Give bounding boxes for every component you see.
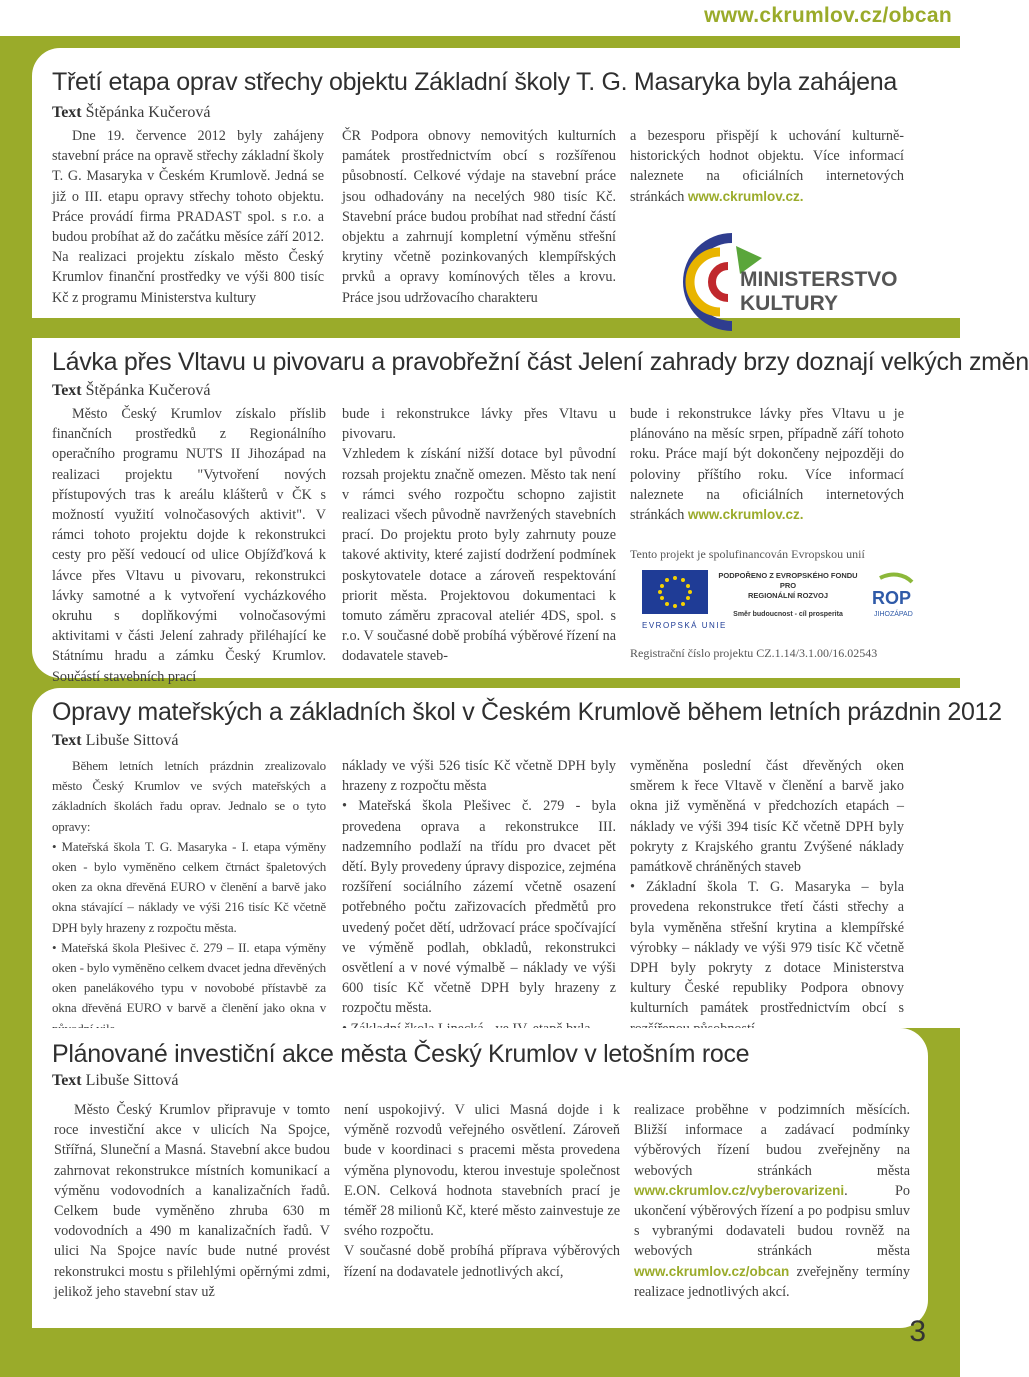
paragraph: ČR Podpora obnovy nemovitých kulturních památek prostřednictvím obcí s rozšířenou působností. Celkové výdaje na stavební práce jsou odhadovány na necelých 980 tisíc Kč. Stavební práce budou probíhat nad střední částí objektu a zahrnují kompletní výměnu střešní krytiny včetně pozinkovaných klempířských prvků a opravy komínových těles a krovu. Práce jsou udržovacího charakteru <box>342 128 616 306</box>
website-link[interactable]: www.ckrumlov.cz. <box>687 507 804 523</box>
top-bar <box>0 0 960 36</box>
paragraph <box>634 1100 910 1302</box>
paragraph: • Mateřská škola Plešivec č. 279 – II. etapa výměny oken - bylo vyměněno celkem dvacet jedna dřevěných oken panelákového typu v novobobé přístavbě za okna dřevěná EURO v barvě a členění jako okna v <box>52 939 326 1016</box>
eu-label: EVROPSKÁ UNIE <box>642 621 727 630</box>
byline-label: Text <box>52 382 82 399</box>
paragraph-text: zveřejněny termíny realizace jednotlivých akcí. <box>634 1263 910 1300</box>
registration-number: Registrační číslo projektu CZ.1.14/3.1.00/16.02543 <box>630 646 878 660</box>
author: Štěpánka Kučerová <box>85 104 211 121</box>
logo-line1: MINISTERSTVO <box>740 268 898 291</box>
paragraph: vyměněna poslední část dřevěných oken směrem k řece Vltavě v členění a barvě jako okna již vyměněná v předchozích etapách – náklady ve výši 394 tisíc Kč včetně DPH byly pokryty z Krajského grantu Zvýšené náklady památkově chráněných staveb • Základní škola T. G. Masaryka – byla provedena rekonstrukce třetí části střechy a byla vyměněna střešní krytina a klempířské výrobky – náklady ve výši 979 tisíc Kč včetně DPH byly pokryty z dotace Ministerstva kultury České republiky Podpora obnovy kulturních památek prostřednictvím obcí s <box>630 758 904 1017</box>
paragraph: není uspokojivý. V ulici Masná dojde i k výměně rozvodů veřejného osvětlení. Zároveň bude v koordinaci s pracemi města provedena výměna plynovodu, kterou investuje společnost E.ON. Celková hodnota stavebních prací je téměř 28 milionů Kč, které město zainvestuje ze svého rozpočtu. <box>344 1102 620 1240</box>
eu-funding-note: Tento projekt je spolufinancován Evropskou unií <box>630 547 865 561</box>
paragraph <box>630 404 904 525</box>
eu-rop-logos <box>642 568 942 638</box>
rop-text-4: Směr budoucnost - cíl prosperita <box>733 611 843 618</box>
paragraph-text: . Po ukončení výběrových řízení a po podpisu smluv s vybranými dodavateli budou rovněž na webových stránkách města <box>634 1182 910 1260</box>
article-school-repairs <box>32 688 1002 1028</box>
author: Štěpánka Kučerová <box>85 382 211 399</box>
paragraph: Vzhledem k získání nižší dotace byl původní rozsah projektu značně omezen. Město tak není v rámci svého rozpočtu schopno zajistit realizaci všech původně navržených stavebních prací. Do projektu proto byly zahrnuty pouze takové aktivity, které zajistí dodržení podmínek poskytovatele dotace a zároveň respektování priorit města. Projektovou dokumentaci k tomuto záměru zpracoval ateliér 4DS, spol. s r.o. V současné době probíhá výběrové řízení na dodavatele staveb- <box>342 446 616 665</box>
byline-label: Text <box>52 1072 82 1089</box>
paragraph: náklady ve výši 526 tisíc Kč včetně DPH byly hrazeny z rozpočtu města • Mateřská škola Plešivec č. 279 - byla provedena oprava a rekonstrukce III. nadzemního podlaží na třídu pro dvacet pět dětí. Byly provedeny úpravy dispozice, zejména rozšíření sociálního zázemí včetně osazení potřebného počtu zařizovacích předmětů pro uvedený počet dětí, udržovací práce spočívající ve výměně podlah, obkladů, rekonstrukci osvětlení a v nové výmalbě – náklady ve výši 600 tisíc Kč včetně DPH byly hrazeny z rozpočtu města. <box>342 758 616 1017</box>
article-title: Opravy mateřských a základních škol v Českém Krumlově během letních prázdnin 2012 <box>52 698 1002 726</box>
paragraph: • Mateřská škola T. G. Masaryka - I. etapa výměny oken - bylo vyměněno celkem čtrnáct špaletových oken za okna dřevěná EURO v členění a barvě jako okna stávající – náklady ve výši 216 tisíc Kč včetně DPH byly hrazeny z rozpočtu města. <box>52 838 326 935</box>
column-1 <box>54 1100 330 1302</box>
column-1 <box>52 404 326 687</box>
rop-text-2: PRO <box>779 581 797 590</box>
article-title: Třetí etapa oprav střechy objektu Základní školy T. G. Masaryka byla zahájena <box>52 68 897 96</box>
header-url[interactable]: www.ckrumlov.cz/obcan <box>704 4 952 27</box>
logo-line2: KULTURY <box>740 292 838 315</box>
paragraph: bude i rekonstrukce lávky přes Vltavu u pivovaru. <box>342 406 616 443</box>
column-1 <box>52 756 326 1039</box>
column-2 <box>342 756 616 1039</box>
paragraph-text: a bezesporu přispějí k uchování kulturně-historických hodnot objektu. Více informací naleznete na oficiálních internetových stránkách <box>630 128 904 205</box>
column-2 <box>344 1100 620 1282</box>
paragraph: V současné době probíhá příprava výběrových řízení na dodavatele jednotlivých akcí, <box>344 1243 620 1280</box>
column-3 <box>630 126 904 207</box>
rop-logo: ROP <box>872 588 912 608</box>
column-3 <box>634 1100 910 1302</box>
page-number: 3 <box>909 1315 926 1348</box>
column-2 <box>342 126 616 308</box>
paragraph: Během letních letních prázdnin zrealizovalo město Český Krumlov ve svých mateřských a základních školách řadu oprav. Jednalo se o tyto opravy: <box>52 758 326 834</box>
article-title: Lávka přes Vltavu u pivovaru a pravobřežní část Jelení zahrady brzy doznají velkých změn <box>52 348 1029 376</box>
article-footbridge <box>32 338 1029 685</box>
column-2 <box>342 404 616 667</box>
byline <box>52 1072 179 1090</box>
column-1 <box>52 126 324 308</box>
byline-label: Text <box>52 732 82 749</box>
byline <box>52 382 210 400</box>
paragraph: Město Český Krumlov získalo příslib finančních prostředků z Regionálního operačního programu NUTS II Jihozápad na realizaci projektu "Vytvoření nových přístupových tras k areálu klášterů v ČK s možností využití volnočasových aktivit". V rámci tohoto projektu dojde k rekonstrukci cesty pro pěší vedoucí od ulice Objížďková k lávce přes Vltavu u pivovaru, rekonstrukci lávky samotné a k vytvoření vycházkového okruhu s doplňkovými volnočasovými aktivitami v části Jelení zahrady přiléhající ke Státnímu hradu a zámku Český Krumlov. Součástí stavebních prací <box>52 406 326 685</box>
byline-label: Text <box>52 104 82 121</box>
author: Libuše Sittová <box>85 1072 179 1089</box>
article-roof-repair <box>32 48 960 318</box>
paragraph: Dne 19. července 2012 byly zahájeny stavební práce na opravě střechy základní školy T. G. Masaryka v Českém Krumlově. Jedná se již o III. etapu opravy střechy tohoto objektu. Práce provádí firma PRADAST spol. s r.o. a budou probíhat až do začátku měsíce září 2012. Na realizaci projektu získalo město Český Krumlov finanční prostředky ve výši 800 tisíc Kč z programu Ministerstva kultury <box>52 128 324 306</box>
author: Libuše Sittová <box>85 732 179 749</box>
paragraph-text: bude i rekonstrukce lávky přes Vltavu u je plánováno na měsíc srpen, případně září tohoto roku. Práce mají být dokončeny nejpozději do poloviny příštího roku. Více informací naleznete na oficiálních internetových stránkách <box>630 406 904 524</box>
rop-sub: JIHOZÁPAD <box>874 611 913 618</box>
article-planned-investments <box>32 1028 928 1328</box>
ministerstvo-kultury-logo <box>680 228 910 338</box>
article-title: Plánované investiční akce města Český Krumlov v letošním roce <box>52 1040 750 1068</box>
paragraph-text: realizace proběhne v podzimních měsících. Bližší informace a zadávací podmínky výběrových řízení budou zveřejněny na webových stránkách města <box>634 1102 910 1179</box>
website-link[interactable]: www.ckrumlov.cz. <box>687 188 804 204</box>
website-link[interactable]: www.ckrumlov.cz/vyberovarizeni <box>634 1182 845 1198</box>
byline <box>52 732 179 750</box>
paragraph: Město Český Krumlov připravuje v tomto roce investiční akce v ulicích Na Spojce, Střířná, Sluneční a Masná. Stavební akce budou zahrnovat rekonstrukce místních komunikací a výměnu vodovodních a kanalizačních řadů. Celkem bude vyměněno zhruba 630 m vodovodních a 490 m kanalizačních řadů. V ulici Na Spojce navíc bude nutné provést rekonstrukci mostu s přilehlými opěrnými zdmi, jelikož jeho stavební stav už <box>54 1102 330 1300</box>
website-link[interactable]: www.ckrumlov.cz/obcan <box>634 1263 790 1279</box>
rop-text-1: PODPOŘENO Z EVROPSKÉHO FONDU <box>718 571 858 580</box>
paragraph <box>630 126 904 207</box>
column-3 <box>630 404 904 525</box>
rop-text-3: REGIONÁLNÍ ROZVOJ <box>747 591 829 600</box>
byline <box>52 104 210 122</box>
column-3 <box>630 756 904 1039</box>
